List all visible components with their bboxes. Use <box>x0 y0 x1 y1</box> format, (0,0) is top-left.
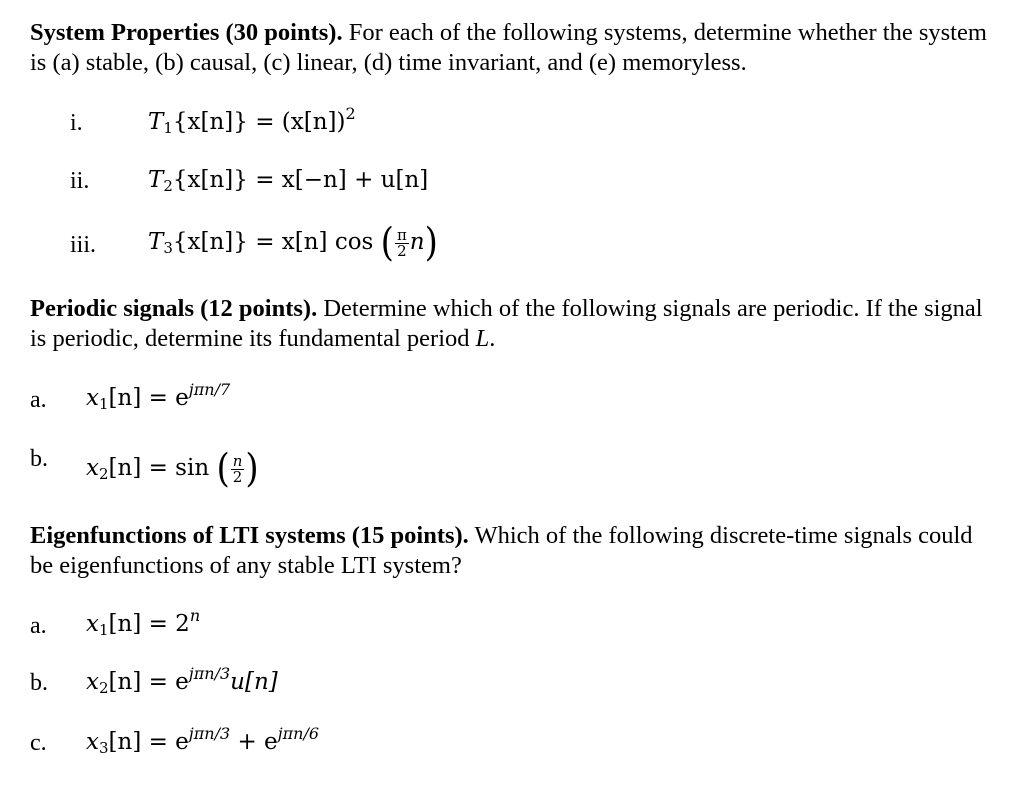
eigen-label-a: a. <box>30 613 47 639</box>
eigen-label-c: c. <box>30 730 47 756</box>
period-variable: L <box>475 325 490 352</box>
periodic-signals-heading: Periodic signals (12 points). <box>30 295 318 322</box>
equation-eigen-b <box>86 666 278 698</box>
item-label-ii: ii. <box>70 168 90 194</box>
t2-letter: T <box>148 167 164 193</box>
equation-t2 <box>148 164 428 196</box>
t1-sup: 2 <box>345 104 356 123</box>
t3-sub: 3 <box>163 239 173 257</box>
periodic-signals-text: Determine which of the following signals are periodic. If the signal is periodic, determine its fundamental period <box>30 295 983 352</box>
t3-after-frac: n <box>409 229 425 255</box>
pb-var: x <box>86 455 99 481</box>
eb-var: x <box>86 669 99 695</box>
ec-var: x <box>86 729 99 755</box>
t1-letter: T <box>148 109 164 135</box>
system-properties-text: For each of the following systems, determine whether the system is (a) stable, (b) causal, (c) linear, (d) time invariant, and (e) memoryless. <box>30 19 987 76</box>
equation-periodic-b <box>86 446 259 492</box>
system-properties-paragraph <box>30 18 990 78</box>
t3-open-paren: ( <box>380 220 394 266</box>
eigen-label-b: b. <box>30 670 48 696</box>
eigenfunctions-text: Which of the following discrete-time signals could be eigenfunctions of any stable LTI system? <box>30 522 973 579</box>
equation-periodic-a <box>86 382 230 414</box>
pa-sub: 1 <box>98 395 109 413</box>
eb-sub: 2 <box>98 679 109 697</box>
equation-t1 <box>148 106 356 138</box>
equation-eigen-c <box>86 726 319 758</box>
pa-var: x <box>86 385 99 411</box>
ec-sup: jπn/3 <box>188 724 231 743</box>
t3-letter: T <box>148 229 164 255</box>
ea-rest: [n] = 2 <box>108 611 190 637</box>
eb-rest: [n] = e <box>108 669 189 695</box>
pb-rest: [n] = sin <box>108 455 210 481</box>
ec-sup2: jπn/6 <box>277 724 320 743</box>
t3-frac-den: 2 <box>397 241 407 260</box>
periodic-signals-paragraph <box>30 294 990 354</box>
t3-fraction <box>395 225 409 260</box>
pb-open-paren: ( <box>216 446 230 492</box>
equation-eigen-a <box>86 608 200 640</box>
periodic-label-a: a. <box>30 387 47 413</box>
eb-tail: u[n] <box>230 669 278 695</box>
ec-rest: [n] = e <box>108 729 189 755</box>
t3-frac-num: π <box>396 225 407 244</box>
periodic-label-b: b. <box>30 446 48 472</box>
equation-t3 <box>148 220 438 266</box>
ec-sub: 3 <box>98 739 109 757</box>
eigenfunctions-heading: Eigenfunctions of LTI systems (15 points). <box>30 522 469 549</box>
pb-sub: 2 <box>98 465 109 483</box>
t3-close-paren: ) <box>424 220 438 266</box>
pb-frac-num: n <box>232 451 243 470</box>
t2-sub: 2 <box>163 177 173 195</box>
t1-sub: 1 <box>163 119 173 137</box>
pa-rest: [n] = e <box>108 385 189 411</box>
pb-close-paren: ) <box>245 446 259 492</box>
item-label-i: i. <box>70 110 83 136</box>
ea-sup: n <box>189 606 201 625</box>
pb-frac-den: 2 <box>232 467 243 486</box>
item-label-iii: iii. <box>70 232 97 258</box>
eb-sup: jπn/3 <box>188 664 231 683</box>
ec-mid: + e <box>230 729 278 755</box>
periodic-text-end: . <box>489 325 496 352</box>
ea-var: x <box>86 611 99 637</box>
system-properties-heading: System Properties (30 points). <box>30 19 343 46</box>
t3-rest: {x[n]} = x[n] cos <box>172 229 374 255</box>
pa-sup: jπn/7 <box>188 380 231 399</box>
ea-sub: 1 <box>98 621 109 639</box>
t2-rest: {x[n]} = x[−n] + u[n] <box>172 167 429 193</box>
eigenfunctions-paragraph <box>30 521 990 581</box>
pb-fraction <box>231 451 245 486</box>
t1-rest: {x[n]} = (x[n]) <box>172 109 346 135</box>
